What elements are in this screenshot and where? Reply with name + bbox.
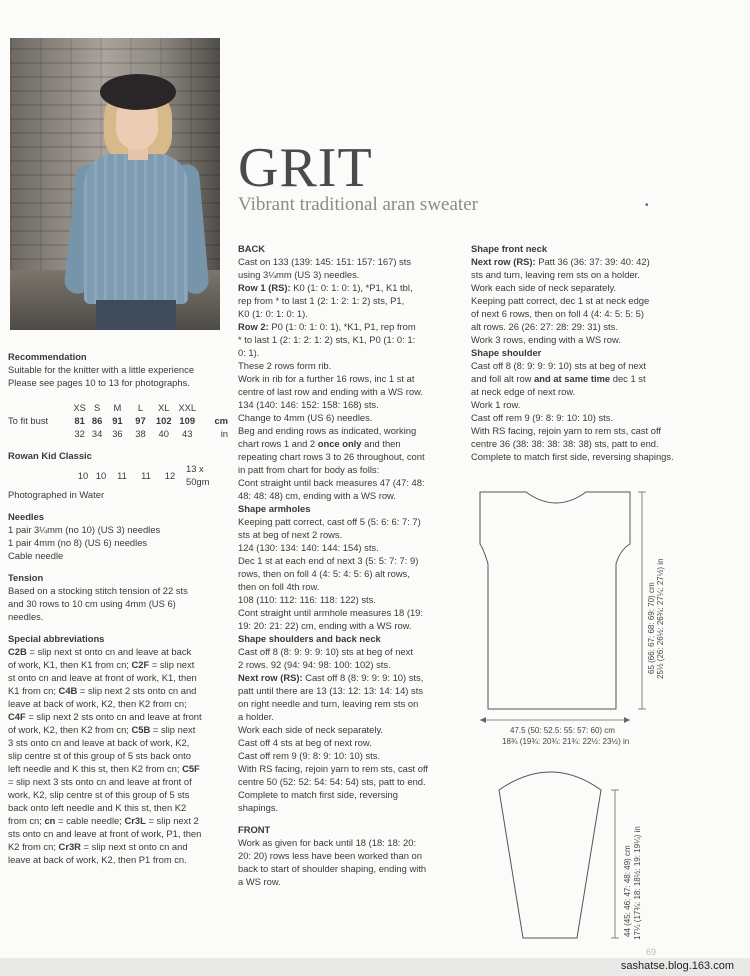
bust-in: 34 bbox=[91, 428, 103, 439]
text-line: sts and turn, leaving rem sts on a holder. bbox=[471, 269, 640, 280]
text-line: patt until there are 13 (13: 12: 13: 14: 14) sts bbox=[238, 685, 424, 696]
text-line: using 3¼mm (US 3) needles. bbox=[238, 269, 360, 280]
text-line: centre 36 (38: 38: 38: 38: 38) sts, patt to end. bbox=[471, 438, 659, 449]
tension-line: needles. bbox=[8, 611, 44, 622]
text-line: 20: 20) rows less have been worked than on bbox=[238, 850, 422, 861]
bust-label: To fit bust bbox=[8, 415, 49, 426]
text-line: on right needle and turn, leaving rem sts on bbox=[238, 698, 419, 709]
abbrev-line: leave at back of work, K2, then K2 from cn; bbox=[8, 698, 187, 709]
bust-in: 36 bbox=[112, 428, 123, 439]
bust-cm: 91 bbox=[112, 415, 123, 426]
text-line: Next row (RS): Patt 36 (36: 37: 39: 40: 42) bbox=[471, 256, 650, 267]
back-heading: BACK bbox=[238, 243, 266, 254]
abbrev-line: from cn; cn = cable needle; Cr3L = slip next 2 bbox=[8, 815, 199, 826]
text-line: 0: 1). bbox=[238, 347, 260, 358]
text-line: centre 50 (52: 52: 54: 54: 54) sts, patt to end. bbox=[238, 776, 426, 787]
text-line: sts at beg of next 2 rows. bbox=[238, 529, 343, 540]
abbrev-line: st onto cn and leave at front of work, K1, then bbox=[8, 672, 197, 683]
yarn-table bbox=[8, 462, 228, 488]
recommendation-heading: Recommendation bbox=[8, 351, 87, 362]
body-width-cm: 47.5 (50: 52.5: 55: 57: 60) cm bbox=[510, 726, 615, 735]
body-width-in: 18¾ (19¾: 20¾: 21¾: 22½: 23½) in bbox=[502, 737, 630, 746]
size-header: M bbox=[113, 402, 122, 413]
front-neck-heading: Shape front neck bbox=[471, 243, 548, 254]
text-line: back to start of shoulder shaping, ending with bbox=[238, 863, 427, 874]
text-line: a WS row. bbox=[238, 876, 281, 887]
text-line: Complete to match first side, reversing bbox=[238, 789, 398, 800]
yarn-unit: 13 x 50gm bbox=[186, 463, 210, 487]
text-line: 124 (130: 134: 140: 144: 154) sts. bbox=[238, 542, 379, 553]
tension-line: Based on a stocking stitch tension of 22 sts bbox=[8, 585, 188, 596]
abbrev-line: C4F = slip next 2 sts onto cn and leave at front bbox=[8, 711, 202, 722]
shoulder-heading: Shape shoulder bbox=[471, 347, 542, 358]
text-line: Dec 1 st at each end of next 3 (5: 5: 7: 7: 9) bbox=[238, 555, 419, 566]
text-line: With RS facing, rejoin yarn to rem sts, cast off bbox=[238, 763, 428, 774]
bust-cm: 81 bbox=[74, 415, 85, 426]
text-line: Cast off rem 9 (9: 8: 9: 10: 10) sts. bbox=[238, 750, 381, 761]
yarn-amount: 10 bbox=[95, 469, 107, 481]
text-line: 48: 48: 48) cm, ending with a WS row. bbox=[238, 490, 396, 501]
text-line: Work each side of neck separately. bbox=[238, 724, 384, 735]
body-schematic-svg bbox=[470, 484, 670, 754]
tension-heading: Tension bbox=[8, 572, 44, 583]
needle-line: Cable needle bbox=[8, 550, 64, 561]
yarn-amount: 11 bbox=[141, 469, 151, 481]
abbrev-line: back onto left needle and K this st, then K2 bbox=[8, 802, 187, 813]
abbrev-line: K1 from cn; C4B = slip next 2 sts onto cn and bbox=[8, 685, 197, 696]
text-line: Cast off 8 (8: 9: 9: 9: 10) sts at beg of next bbox=[471, 360, 646, 371]
text-line: Cast off 8 (8: 9: 9: 9: 10) sts at beg of next bbox=[238, 646, 413, 657]
bust-in: 38 bbox=[135, 428, 146, 439]
page-number: 69 bbox=[646, 947, 657, 957]
text-line: Work in rib for a further 16 rows, inc 1 st at bbox=[238, 373, 415, 384]
size-header: XXL bbox=[178, 402, 197, 413]
text-line: Cast on 133 (139: 145: 151: 157: 167) sts bbox=[238, 256, 412, 267]
text-line: then on foll 4th row. bbox=[238, 581, 320, 592]
abbrev-line: of work, K2, then K2 from cn; C5B = slip next bbox=[8, 724, 196, 735]
yarn-amount: 12 bbox=[164, 469, 176, 481]
abbrev-line: work, K2, slip centre st of this group of 5 sts bbox=[8, 789, 190, 800]
abbrev-line: of work, K1, then K1 from cn; C2F = slip next bbox=[8, 659, 195, 670]
needles-heading: Needles bbox=[8, 511, 44, 522]
size-header: S bbox=[94, 402, 101, 413]
bust-in: 43 bbox=[182, 428, 193, 439]
abbrev-line: sts onto cn and leave at front of work, P1, then bbox=[8, 828, 202, 839]
text-line: rows, then on foll 4 (4: 5: 4: 5: 6) alt rows, bbox=[238, 568, 410, 579]
text-line: alt rows. 26 (26: 27: 28: 29: 31) sts. bbox=[471, 321, 618, 332]
unit-cm: cm bbox=[214, 415, 228, 426]
sleeve-schematic bbox=[495, 762, 665, 947]
abbrev-line: = slip next 3 sts onto cn and leave at front of bbox=[8, 776, 192, 787]
left-column bbox=[8, 350, 228, 866]
text-line: 134 (140: 146: 152: 158: 168) sts. bbox=[238, 399, 379, 410]
bust-in: 40 bbox=[158, 428, 169, 439]
model-photo bbox=[10, 38, 220, 330]
text-line: Cont straight until armhole measures 18 (19: bbox=[238, 607, 423, 618]
yarn-heading: Rowan Kid Classic bbox=[8, 450, 92, 461]
footer-bar bbox=[0, 958, 750, 976]
text-line: in patt from chart for body as folls: bbox=[238, 464, 380, 475]
text-line: Work each side of neck separately. bbox=[471, 282, 617, 293]
text-line: 108 (110: 112: 116: 118: 122) sts. bbox=[238, 594, 376, 605]
bust-cm: 109 bbox=[179, 415, 196, 426]
page-title: GRIT bbox=[238, 137, 373, 199]
bust-cm: 86 bbox=[91, 415, 103, 426]
text-line: * to last 1 (2: 1: 2: 1: 2) sts, K1, P0 (1: 0: 1: bbox=[238, 334, 416, 345]
bust-cm: 102 bbox=[155, 415, 172, 426]
abbrev-line: leave at back of work, K2, then P1 from cn. bbox=[8, 854, 187, 865]
text-line: Work as given for back until 18 (18: 18: 20: bbox=[238, 837, 417, 848]
size-header: XL bbox=[158, 402, 170, 413]
abbrev-line: left needle and K this st, then K2 from cn; C5F bbox=[8, 763, 200, 774]
recommendation-line: Please see pages 10 to 13 for photographs. bbox=[8, 377, 190, 388]
abbrev-line: C2B = slip next st onto cn and leave at back bbox=[8, 646, 192, 657]
sleeve-schematic-svg bbox=[495, 762, 665, 947]
text-line: and foll alt row and at same time dec 1 st bbox=[471, 373, 646, 384]
size-header: XS bbox=[73, 402, 86, 413]
text-line: Work 1 row. bbox=[471, 399, 521, 410]
text-line: Keeping patt correct, cast off 5 (5: 6: 6: 7: 7) bbox=[238, 516, 421, 527]
needle-line: 1 pair 3¼mm (no 10) (US 3) needles bbox=[8, 524, 161, 535]
abbrev-line: K2 from cn; Cr3R = slip next st onto cn and bbox=[8, 841, 188, 852]
text-line: K0 (1: 0: 1: 0: 1). bbox=[238, 308, 308, 319]
text-line: These 2 rows form rib. bbox=[238, 360, 332, 371]
text-line: Next row (RS): Cast off 8 (8: 9: 9: 9: 10) sts, bbox=[238, 672, 424, 683]
text-line: Cast off rem 9 (9: 8: 9: 10: 10) sts. bbox=[471, 412, 614, 423]
decorative-mark: • bbox=[645, 200, 649, 211]
text-line: Change to 4mm (US 6) needles. bbox=[238, 412, 373, 423]
photographed-in: Photographed in Water bbox=[8, 489, 105, 500]
watermark: sashatse.blog.163.com bbox=[620, 960, 734, 972]
text-line: Complete to match first side, reversing shapings. bbox=[471, 451, 674, 462]
abbrev-line: slip centre st of this group of 5 sts back onto bbox=[8, 750, 191, 761]
tension-line: and 30 rows to 10 cm using 4mm (US 6) bbox=[8, 598, 176, 609]
page-subtitle: Vibrant traditional aran sweater bbox=[238, 194, 478, 215]
text-line: of next 6 rows, then on foll 4 (4: 4: 5: 5: 5) bbox=[471, 308, 645, 319]
text-line: rep from * to last 1 (2: 1: 2: 1: 2) sts, P1, bbox=[238, 295, 405, 306]
shoulders-heading: Shape shoulders and back neck bbox=[238, 633, 381, 644]
text-line: repeating chart rows 3 to 26 throughout, cont bbox=[238, 451, 425, 462]
sleeve-length-in: 17¼ (17¾: 18: 18½: 19: 19¼) in bbox=[633, 826, 642, 940]
abbrev-heading: Special abbreviations bbox=[8, 633, 105, 644]
size-table bbox=[8, 401, 228, 440]
text-line: Cont straight until back measures 47 (47: 48: bbox=[238, 477, 425, 488]
body-length-in: 25½ (26: 26½: 26¾: 27¼: 27½) in bbox=[656, 558, 665, 679]
right-column bbox=[471, 242, 705, 463]
size-header: L bbox=[137, 402, 144, 413]
sleeve-length-cm: 44 (45: 46: 47: 48: 49) cm bbox=[623, 845, 632, 937]
text-line: chart rows 1 and 2 once only and then bbox=[238, 438, 401, 449]
text-line: a holder. bbox=[238, 711, 274, 722]
armholes-heading: Shape armholes bbox=[238, 503, 311, 514]
body-length-cm: 65 (66: 67: 68: 69: 70) cm bbox=[647, 582, 656, 674]
text-line: 19: 20: 21: 22) cm, ending with a WS row. bbox=[238, 620, 412, 631]
yarn-amount: 10 bbox=[77, 469, 89, 481]
text-line: shapings. bbox=[238, 802, 279, 813]
recommendation-line: Suitable for the knitter with a little experience bbox=[8, 364, 195, 375]
body-schematic bbox=[470, 484, 670, 754]
text-line: 2 rows. 92 (94: 94: 98: 100: 102) sts. bbox=[238, 659, 391, 670]
text-line: Beg and ending rows as indicated, working bbox=[238, 425, 417, 436]
abbrev-line: 3 sts onto cn and leave at back of work, K2, bbox=[8, 737, 190, 748]
text-line: With RS facing, rejoin yarn to rem sts, cast off bbox=[471, 425, 661, 436]
body-outline bbox=[480, 492, 630, 709]
needle-line: 1 pair 4mm (no 8) (US 6) needles bbox=[8, 537, 148, 548]
text-line: at neck edge of next row. bbox=[471, 386, 576, 397]
sleeve-outline bbox=[499, 772, 601, 938]
bust-in: 32 bbox=[74, 428, 85, 439]
text-line: Row 1 (RS): K0 (1: 0: 1: 0: 1), *P1, K1 tbl, bbox=[238, 282, 413, 293]
unit-in: in bbox=[220, 428, 228, 439]
text-line: centre of last row and ending with a WS row. bbox=[238, 386, 423, 397]
bust-cm: 97 bbox=[135, 415, 146, 426]
text-line: Work 3 rows, ending with a WS row. bbox=[471, 334, 621, 345]
text-line: Keeping patt correct, dec 1 st at neck edge bbox=[471, 295, 650, 306]
text-line: Row 2: P0 (1: 0: 1: 0: 1), *K1, P1, rep from bbox=[238, 321, 416, 332]
yarn-amount: 11 bbox=[117, 469, 127, 481]
middle-column bbox=[238, 242, 458, 888]
text-line: Cast off 4 sts at beg of next row. bbox=[238, 737, 372, 748]
front-heading: FRONT bbox=[238, 824, 271, 835]
